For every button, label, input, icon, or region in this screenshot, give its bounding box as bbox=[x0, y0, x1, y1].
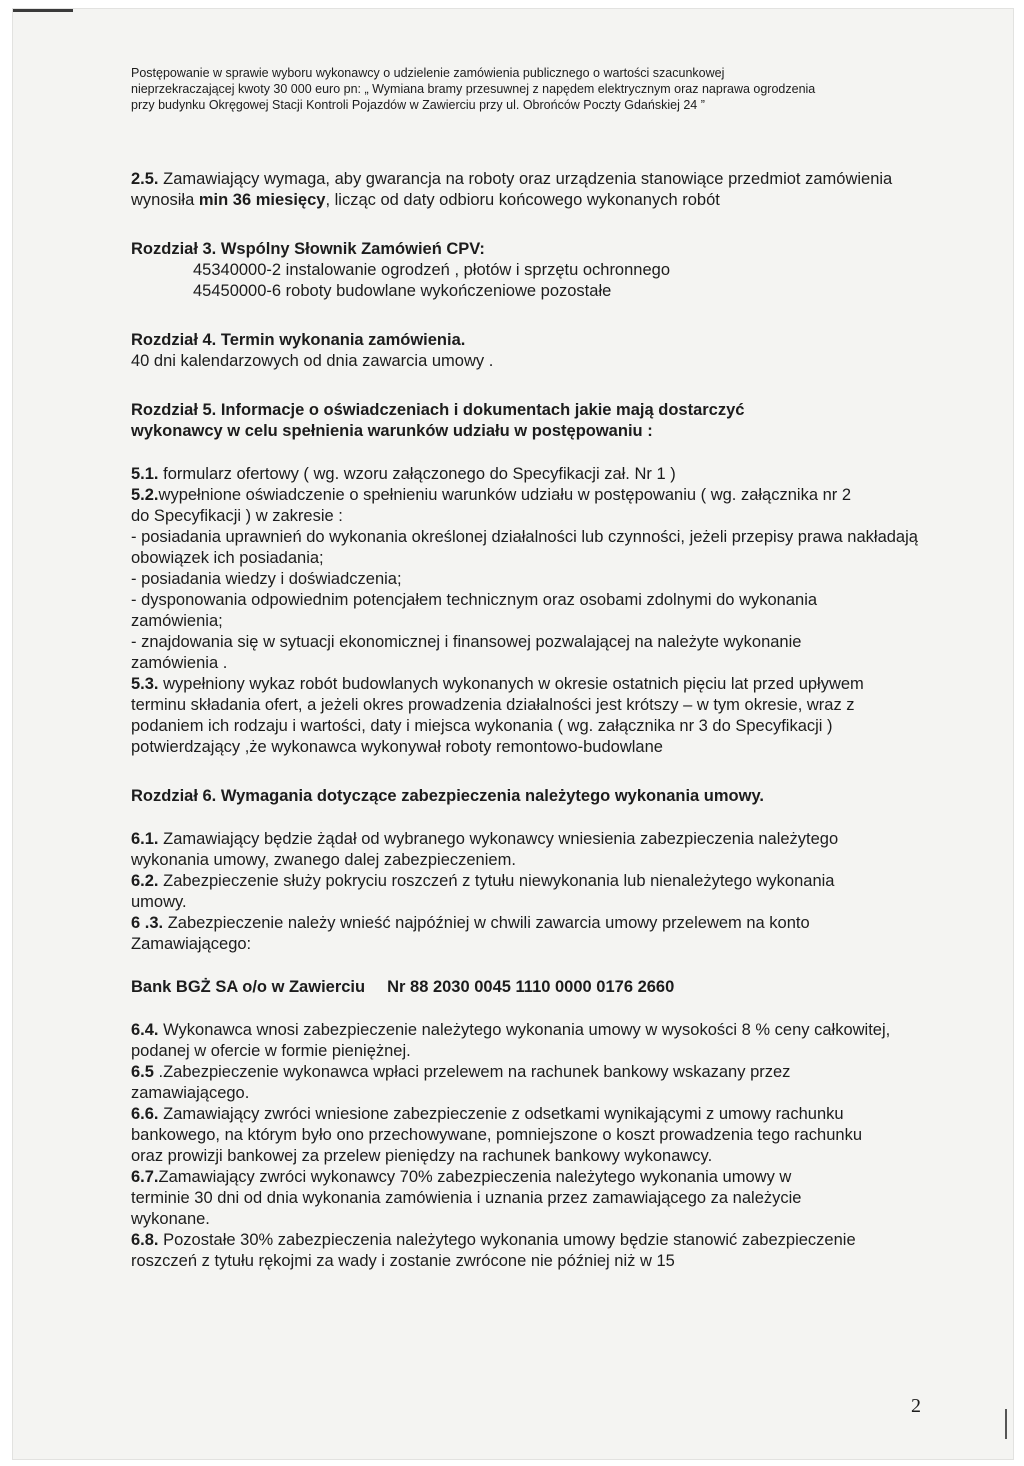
header-line: Postępowanie w sprawie wyboru wykonawcy o udzielenie zamówienia publicznego o wartości szacunkowej bbox=[131, 66, 725, 80]
section-number: 6.8. bbox=[131, 1231, 159, 1249]
section-text: Wykonawca wnosi zabezpieczenie należytego wykonania umowy w wysokości 8 % ceny całkowitej, podanej w ofercie w formie pieniężnej. bbox=[131, 1021, 891, 1060]
section-text: Zamawiający zwróci wykonawcy 70% zabezpieczenia należytego wykonania umowy w terminie 30 dni od dnia wykonania zamówienia i uznania przez zamawiającego za należycie wykonane. bbox=[131, 1168, 802, 1228]
section-number: 5.1. bbox=[131, 465, 159, 483]
chapter-4-text: 40 dni kalendarzowych od dnia zawarcia umowy . bbox=[131, 352, 494, 370]
chapter-5-title: Rozdział 5. Informacje o oświadczeniach i dokumentach jakie mają dostarczyć bbox=[131, 401, 745, 419]
cpv-code: 45450000-6 roboty budowlane wykończeniowe pozostałe bbox=[193, 282, 612, 300]
section-number: 6.1. bbox=[131, 830, 159, 848]
section-6-2 bbox=[131, 871, 861, 913]
section-6-3 bbox=[131, 913, 891, 955]
section-text: wypełnione oświadczenie o spełnieniu warunków udziału w postępowaniu ( wg. załącznika nr 2 do Specyfikacji ) w zakresie : bbox=[131, 486, 852, 525]
section-text: Pozostałe 30% zabezpieczenia należytego wykonania umowy będzie stanowić zabezpieczenie roszczeń z tytułu rękojmi za wady i zostanie zwrócone nie później niż w 15 bbox=[131, 1231, 856, 1270]
section-5-1 bbox=[131, 464, 921, 485]
chapter-5-title-cont: wykonawcy w celu spełnienia warunków udziału w postępowaniu : bbox=[131, 422, 653, 440]
scanned-page bbox=[12, 8, 1014, 1460]
section-5-2 bbox=[131, 485, 851, 527]
section-number: 6 .3. bbox=[131, 914, 164, 932]
section-text: Zabezpieczenie należy wnieść najpóźniej w chwili zawarcia umowy przelewem na konto Zamawiającego: bbox=[131, 914, 810, 953]
warranty-period: min 36 miesięcy bbox=[198, 191, 326, 209]
section-6-8 bbox=[131, 1230, 921, 1272]
section-number: 6.6. bbox=[131, 1105, 159, 1123]
section-6-6 bbox=[131, 1104, 871, 1167]
requirement-item: - posiadania wiedzy i doświadczenia; bbox=[131, 570, 402, 588]
chapter-3-title: Rozdział 3. Wspólny Słownik Zamówień CPV: bbox=[131, 240, 485, 258]
chapter-4-title: Rozdział 4. Termin wykonania zamówienia. bbox=[131, 331, 466, 349]
section-text: Zamawiający będzie żądał od wybranego wykonawcy wniesienia zabezpieczenia należytego wykonania umowy, zwanego dalej zabezpieczeniem. bbox=[131, 830, 839, 869]
section-6-1 bbox=[131, 829, 861, 871]
section-6-4 bbox=[131, 1020, 901, 1062]
section-5-3 bbox=[131, 674, 921, 758]
section-text: Zabezpieczenie służy pokryciu roszczeń z tytułu niewykonania lub nienależytego wykonania umowy. bbox=[131, 872, 835, 911]
section-2-5 bbox=[131, 169, 911, 211]
section-number: 6.2. bbox=[131, 872, 159, 890]
chapter-6-title: Rozdział 6. Wymagania dotyczące zabezpieczenia należytego wykonania umowy. bbox=[131, 787, 764, 805]
bank-name: Bank BGŻ SA o/o w Zawierciu bbox=[131, 978, 366, 996]
page-content bbox=[131, 65, 921, 1272]
section-number: 6.5 bbox=[131, 1063, 154, 1081]
section-text: .Zabezpieczenie wykonawca wpłaci przelewem na rachunek bankowy wskazany przez zamawiającego. bbox=[131, 1063, 791, 1102]
cpv-code: 45340000-2 instalowanie ogrodzeń , płotów i sprzętu ochronnego bbox=[193, 261, 670, 279]
section-6-7 bbox=[131, 1167, 831, 1230]
section-text: , licząc od daty odbioru końcowego wykonanych robót bbox=[325, 191, 720, 209]
section-6-5 bbox=[131, 1062, 901, 1104]
section-text: formularz ofertowy ( wg. wzoru załączonego do Specyfikacji zał. Nr 1 ) bbox=[158, 465, 676, 483]
scan-edge-mark-right bbox=[1005, 1409, 1007, 1439]
document-header bbox=[131, 65, 921, 113]
section-text: wypełniony wykaz robót budowlanych wykonanych w okresie ostatnich pięciu lat przed upływem terminu składania ofert, a jeżeli okres prowadzenia działalności jest krótszy – w tym okresie, wraz z podaniem ich rodzaju i wartości, daty i miejsca wykonania ( wg. załącznika nr 3 do Specyfikacji ) potwierdzający ,że wykonawca wykonywał roboty remontowo-budowlane bbox=[131, 675, 864, 756]
requirement-item: - dysponowania odpowiednim potencjałem technicznym oraz osobami zdolnymi do wykonania zamówienia; bbox=[131, 591, 818, 630]
requirement-item: - posiadania uprawnień do wykonania określonej działalności lub czynności, jeżeli przepisy prawa nakładają obowiązek ich posiadania; bbox=[131, 528, 918, 567]
section-number: 6.7. bbox=[131, 1168, 159, 1186]
page-number: 2 bbox=[911, 1395, 921, 1417]
bank-account bbox=[131, 977, 921, 998]
section-number: 5.3. bbox=[131, 675, 159, 693]
scan-edge-mark bbox=[13, 9, 73, 12]
section-number: 5.2. bbox=[131, 486, 159, 504]
header-line: nieprzekraczającej kwoty 30 000 euro pn: „ Wymiana bramy przesuwnej z napędem elektrycznym oraz naprawa ogrodzenia bbox=[131, 82, 816, 96]
section-text: Zamawiający zwróci wniesione zabezpieczenie z odsetkami wynikającymi z umowy rachunku bankowego, na którym było ono przechowywane, pomniejszone o koszt prowadzenia tego rachunku oraz prowizji bankowej za przelew pieniędzy na rachunek bankowy wykonawcy. bbox=[131, 1105, 863, 1165]
section-number: 6.4. bbox=[131, 1021, 159, 1039]
bank-account-number: Nr 88 2030 0045 1110 0000 0176 2660 bbox=[387, 978, 675, 996]
header-line: przy budynku Okręgowej Stacji Kontroli Pojazdów w Zawierciu przy ul. Obrońców Poczty Gdańskiej 24 ” bbox=[131, 98, 705, 112]
requirement-item: - znajdowania się w sytuacji ekonomicznej i finansowej pozwalającej na należyte wykonanie zamówienia . bbox=[131, 633, 802, 672]
section-text: Zamawiający wymaga, aby gwarancja na roboty oraz urządzenia stanowiące przedmiot zamówienia wynosiła bbox=[131, 170, 893, 209]
section-number: 2.5. bbox=[131, 170, 159, 188]
